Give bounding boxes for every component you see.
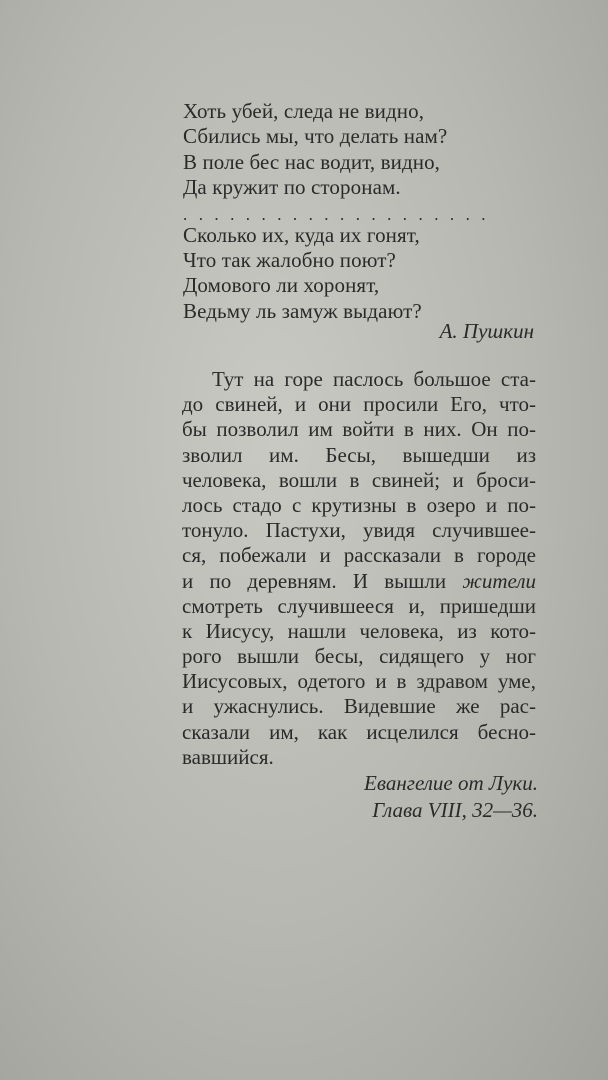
prose-line: тонуло. Пастухи, увидя случившее- [182, 518, 536, 543]
poem-line: Что так жалобно поют? [183, 248, 396, 273]
prose-line: бы позволил им войти в них. Он по- [182, 417, 536, 442]
poem-epigraph [183, 99, 543, 324]
poem-ellipsis: . . . . . . . . . . . . . . . . . . . . [183, 204, 490, 223]
poem-author: А. Пушкин [439, 319, 534, 343]
prose-line: рого вышли бесы, сидящего у ног [182, 644, 536, 669]
poem-line: Домового ли хоронят, [183, 273, 380, 298]
poem-line: Да кружит по сторонам. [183, 175, 401, 200]
prose-line: Тут на горе паслось большое ста- [212, 367, 536, 391]
gospel-passage [182, 367, 536, 770]
poem-line: Сколько их, куда их гонят, [183, 222, 420, 247]
source-chapter: Глава VIII, 32—36. [372, 798, 538, 822]
prose-line-with-emphasis [182, 569, 536, 594]
prose-line: Иисусовых, одетого и в здравом уме, [182, 669, 536, 694]
prose-line: лось стадо с крутизны в озеро и по- [182, 492, 536, 517]
poem-line: В поле бес нас водит, видно, [183, 149, 441, 174]
poem-line: Ведьму ль замуж выдают? [183, 298, 422, 323]
emphasized-word: жители [462, 568, 536, 593]
poem-line: Хоть убей, следа не видно, [183, 99, 425, 123]
poem-line: Сбились мы, что делать нам? [183, 124, 448, 149]
prose-line-text: и по деревням. И вышли [182, 568, 463, 593]
prose-line: до свиней, и они просили Его, что- [182, 392, 536, 417]
prose-line: вавшийся. [182, 744, 274, 769]
prose-line: смотреть случившееся и, пришедши [182, 593, 536, 618]
prose-line: ся, побежали и рассказали в городе [182, 543, 536, 568]
source-book: Евангелие от Луки. [364, 771, 538, 795]
gospel-source [364, 770, 538, 824]
prose-line: человека, вошли в свиней; и броси- [182, 467, 536, 492]
prose-line: и ужаснулись. Видевшие же рас- [182, 694, 536, 719]
prose-line: сказали им, как исцелился бесно- [182, 719, 536, 744]
prose-line: зволил им. Бесы, вышедши из [182, 442, 536, 467]
prose-line: к Иисусу, нашли человека, из кото- [182, 618, 536, 643]
